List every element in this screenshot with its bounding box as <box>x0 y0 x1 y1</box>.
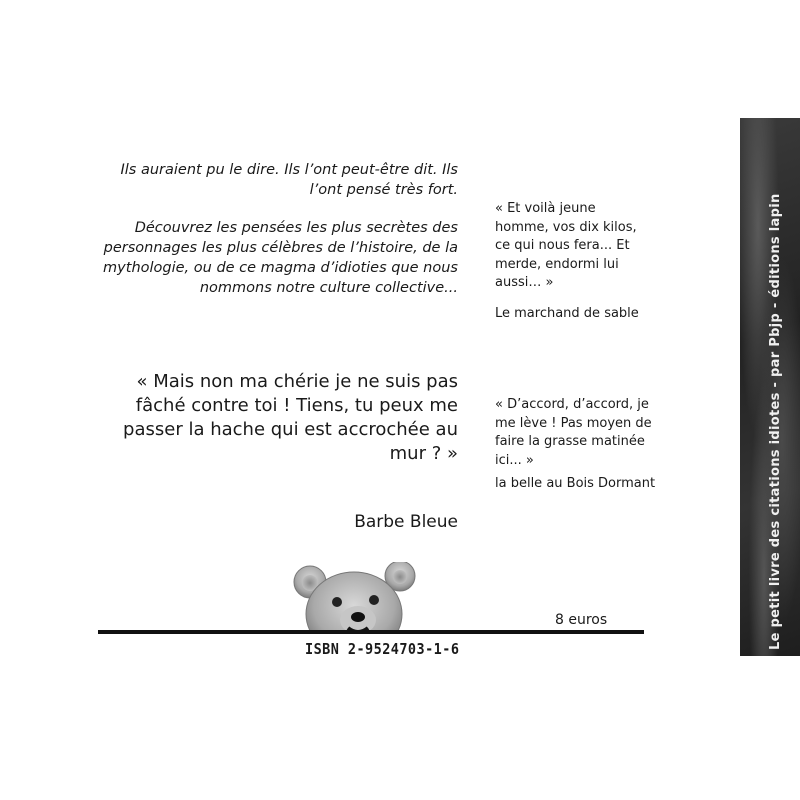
intro-tagline: Ils auraient pu le dire. Ils l’ont peut-être dit. Ils l’ont pensé très fort. <box>120 162 458 198</box>
spine-title: Le petit livre des citations idiotes - par Pbjp - éditions lapin <box>768 193 783 650</box>
divider-line <box>98 630 644 634</box>
quote-sandman: « Et voilà jeune homme, vos dix kilos, ce qui nous fera... Et merde, endormi lui aussi… » <box>495 201 637 290</box>
price-label: 8 euros <box>555 612 608 628</box>
quote-bluebeard-author: Barbe Bleue <box>354 512 458 532</box>
teddy-bear-image <box>282 562 422 634</box>
book-spine <box>740 118 800 656</box>
quote-sleeping-beauty-author: la belle au Bois Dormant <box>495 476 656 491</box>
back-cover-intro <box>100 160 458 298</box>
isbn-label: ISBN 2-9524703-1-6 <box>305 640 460 658</box>
quote-sandman-author: Le marchand de sable <box>495 306 639 321</box>
quote-sleeping-beauty: « D’accord, d’accord, je me lève ! Pas moyen de faire la grasse matinée ici... » <box>495 397 652 468</box>
intro-description: Découvrez les pensées les plus secrètes des personnages les plus célèbres de l’histoire, de la mythologie, ou de ce magma d’idioties que nous nommons notre culture collective... <box>103 220 458 296</box>
quote-bluebeard: « Mais non ma chérie je ne suis pas fâché contre toi ! Tiens, tu peux me passer la hache qui est accrochée au mur ? » <box>123 371 458 464</box>
